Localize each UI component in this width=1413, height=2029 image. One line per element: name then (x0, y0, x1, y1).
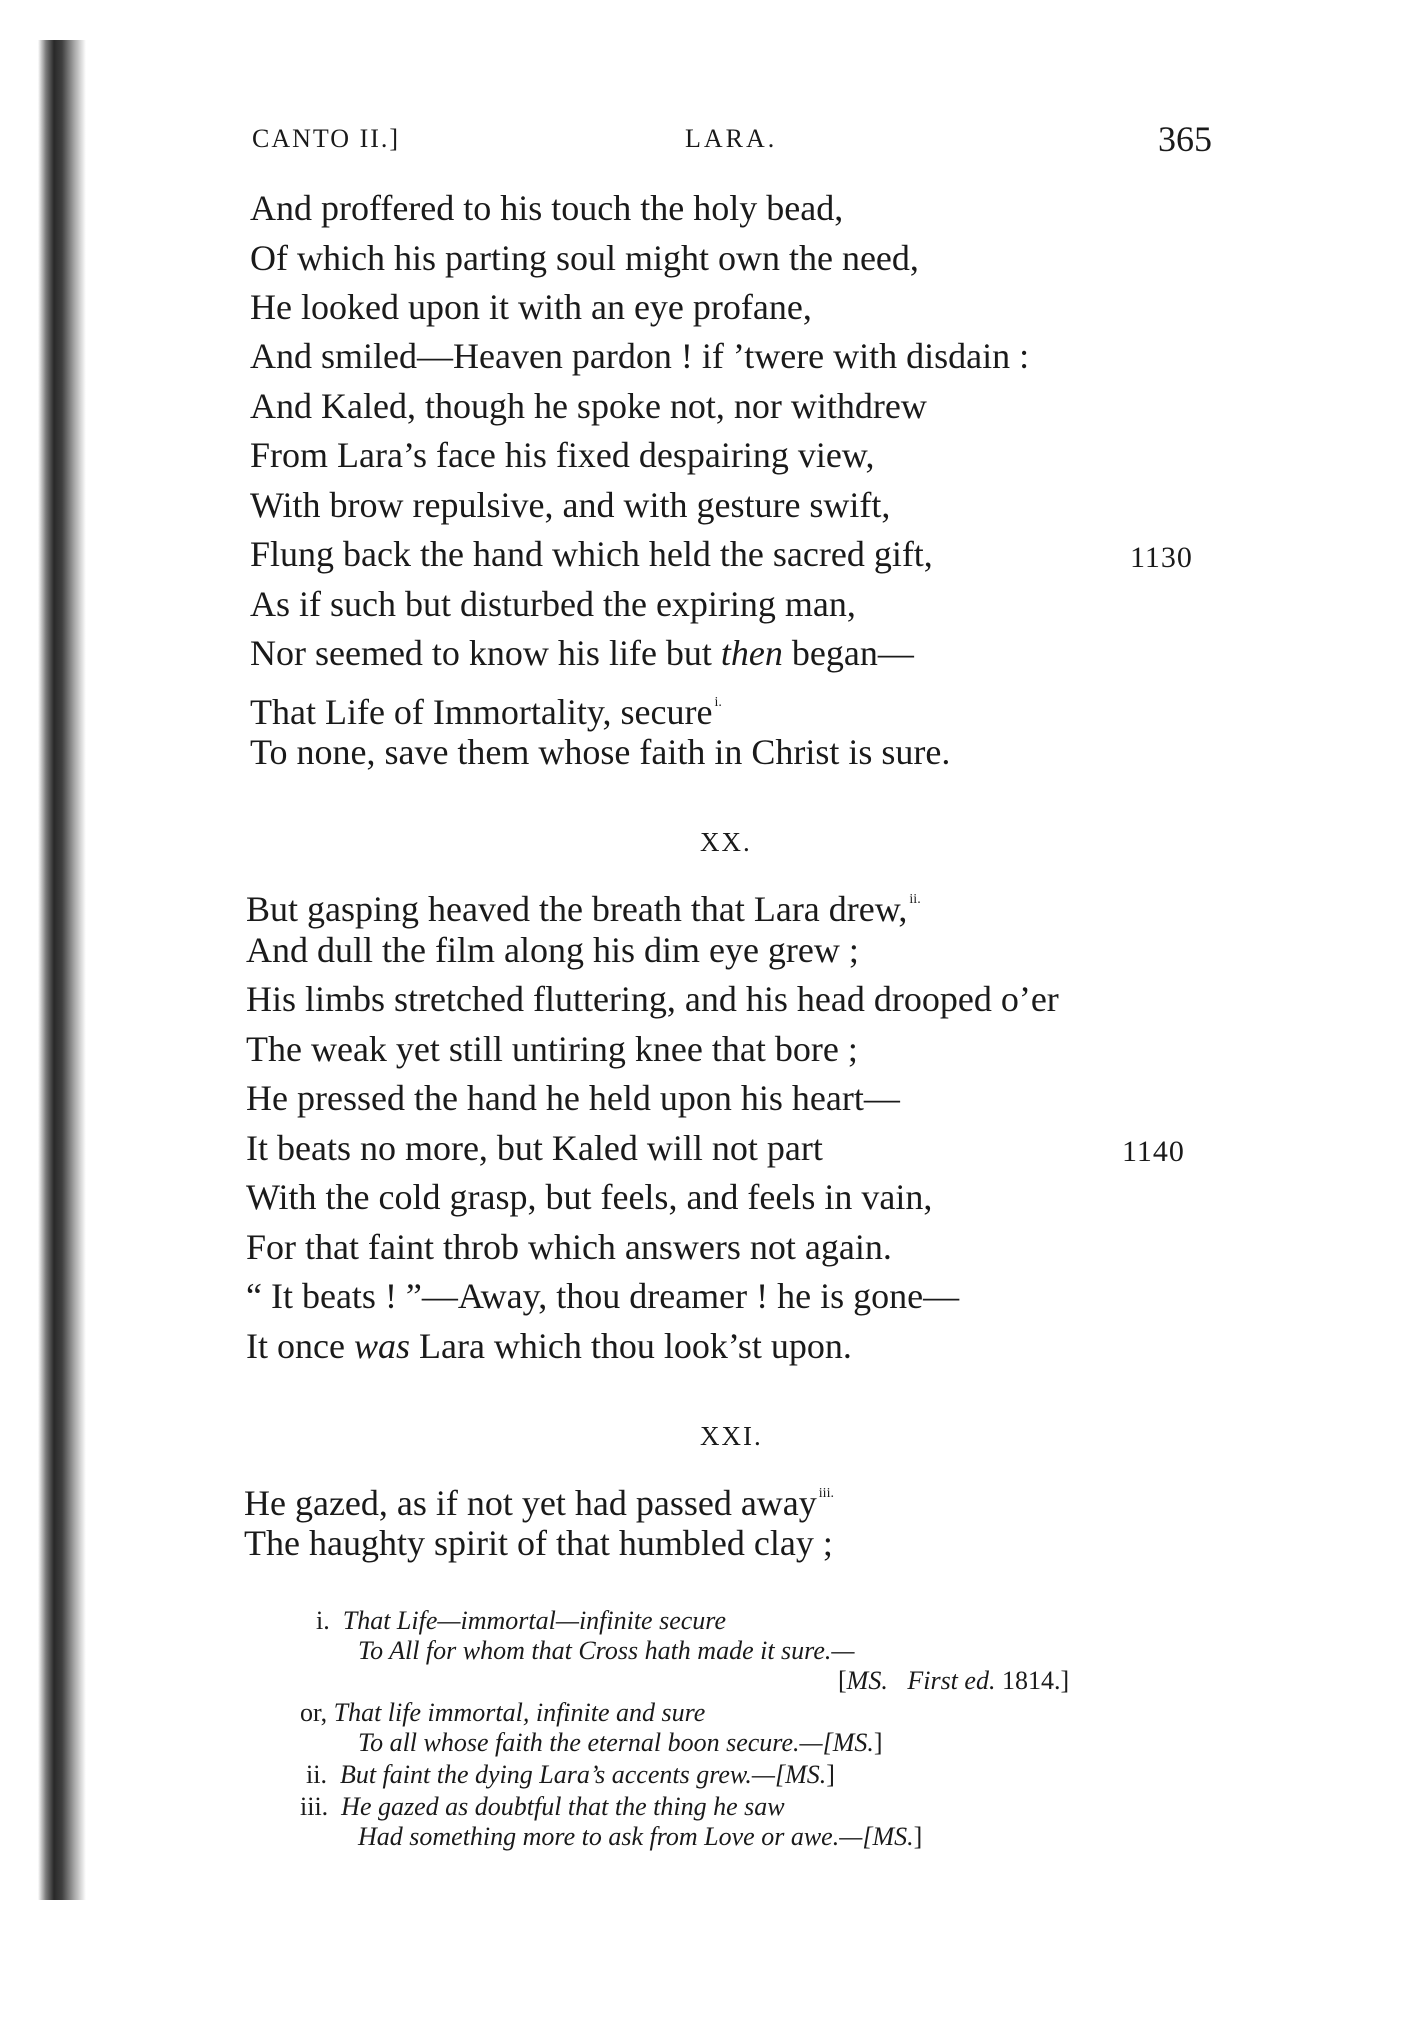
canto-label: CANTO II.] (252, 124, 401, 153)
verse-line (244, 1474, 834, 1523)
verse-line: To none, save them whose faith in Christ is sure. (250, 732, 951, 772)
verse-line: His limbs stretched fluttering, and his head drooped o’er (246, 979, 1059, 1019)
verse-line: The haughty spirit of that humbled clay ; (244, 1523, 833, 1563)
verse-line: He looked upon it with an eye profane, (250, 287, 812, 327)
footnote-line (306, 1760, 835, 1790)
running-header (252, 118, 1212, 178)
footnote-source: MS. (785, 1760, 827, 1789)
verse-line (246, 880, 921, 929)
footnote-number: ii. (306, 1760, 327, 1789)
verse-line: Of which his parting soul might own the need, (250, 238, 919, 278)
footnote-text: That life immortal, infinite and sure (333, 1698, 706, 1727)
verse-line (250, 683, 722, 732)
footnote-line (316, 1606, 726, 1636)
note-reference: i. (714, 695, 722, 710)
verse-line: As if such but disturbed the expiring man, (250, 584, 856, 624)
footnote-line (358, 1728, 883, 1758)
footnote-text: Had something more to ask from Love or awe.—[ (358, 1822, 873, 1851)
verse-text: It once (246, 1326, 354, 1366)
footnote-line (300, 1698, 705, 1728)
footnote-bracket: [ (838, 1666, 847, 1695)
footnote-line (300, 1792, 785, 1822)
footnote-line (838, 1666, 1069, 1696)
footnote-bracket: ] (873, 1728, 883, 1757)
verse-text: That Life of Immortality, secure (250, 692, 713, 732)
line-number: 1140 (1122, 1135, 1185, 1168)
verse-text: He gazed, as if not yet had passed away (244, 1483, 817, 1523)
poem-title: LARA. (685, 124, 778, 153)
verse-text: began— (782, 633, 914, 673)
footnote-edition: First ed. (907, 1666, 996, 1695)
footnote-number: i. (316, 1606, 330, 1635)
verse-line: And dull the film along his dim eye grew ; (246, 930, 859, 970)
footnote-line: To All for whom that Cross hath made it sure.— (358, 1636, 855, 1665)
section-heading-xx: XX. (700, 827, 752, 857)
footnote-number: iii. (300, 1792, 329, 1821)
note-reference: iii. (818, 1486, 834, 1501)
verse-text: Lara which thou look’st upon. (409, 1326, 852, 1366)
book-binding-shadow (38, 40, 86, 1900)
verse-emphasis: was (353, 1326, 410, 1366)
verse-line (250, 633, 914, 673)
verse-line: The weak yet still untiring knee that bore ; (246, 1029, 858, 1069)
verse-line: And smiled—Heaven pardon ! if ’twere with disdain : (250, 336, 1030, 376)
footnote-text: He gazed as doubtful that the thing he saw (341, 1792, 785, 1821)
footnote-bracket: ] (913, 1822, 923, 1851)
verse-line: Flung back the hand which held the sacred gift, (250, 534, 933, 574)
footnote-line (358, 1822, 922, 1852)
verse-text: Nor seemed to know his life but (250, 633, 721, 673)
footnote-source: MS. (846, 1666, 888, 1695)
footnote-text: To all whose faith the eternal boon secure.—[ (358, 1728, 833, 1757)
footnote-text: But faint the dying Lara’s accents grew.—[ (339, 1760, 786, 1789)
verse-line: And proffered to his touch the holy bead, (250, 188, 844, 228)
page-number: 365 (1158, 119, 1212, 159)
line-number: 1130 (1130, 541, 1193, 574)
verse-line: With the cold grasp, but feels, and feels in vain, (246, 1177, 933, 1217)
footnote-source: MS. (832, 1728, 874, 1757)
verse-line: It beats no more, but Kaled will not part (246, 1128, 823, 1168)
verse-line: And Kaled, though he spoke not, nor withdrew (250, 386, 927, 426)
footnote-source: MS. (872, 1822, 914, 1851)
footnote-bracket: ] (826, 1760, 835, 1789)
verse-line: For that faint throb which answers not again. (246, 1227, 892, 1267)
footnote-year: 1814.] (1001, 1666, 1070, 1695)
verse-line: From Lara’s face his fixed despairing view, (250, 435, 875, 475)
footnote-number: or, (300, 1698, 328, 1727)
verse-line: With brow repulsive, and with gesture swift, (250, 485, 891, 525)
verse-text: But gasping heaved the breath that Lara drew, (246, 889, 908, 929)
verse-emphasis: then (720, 633, 783, 673)
section-heading-xxi: XXI. (700, 1421, 763, 1451)
verse-line (246, 1326, 852, 1366)
verse-line: “ It beats ! ”—Away, thou dreamer ! he is gone— (246, 1276, 960, 1316)
note-reference: ii. (909, 892, 921, 907)
footnote-text: That Life—immortal—infinite secure (342, 1606, 726, 1635)
verse-line: He pressed the hand he held upon his heart— (246, 1078, 900, 1118)
